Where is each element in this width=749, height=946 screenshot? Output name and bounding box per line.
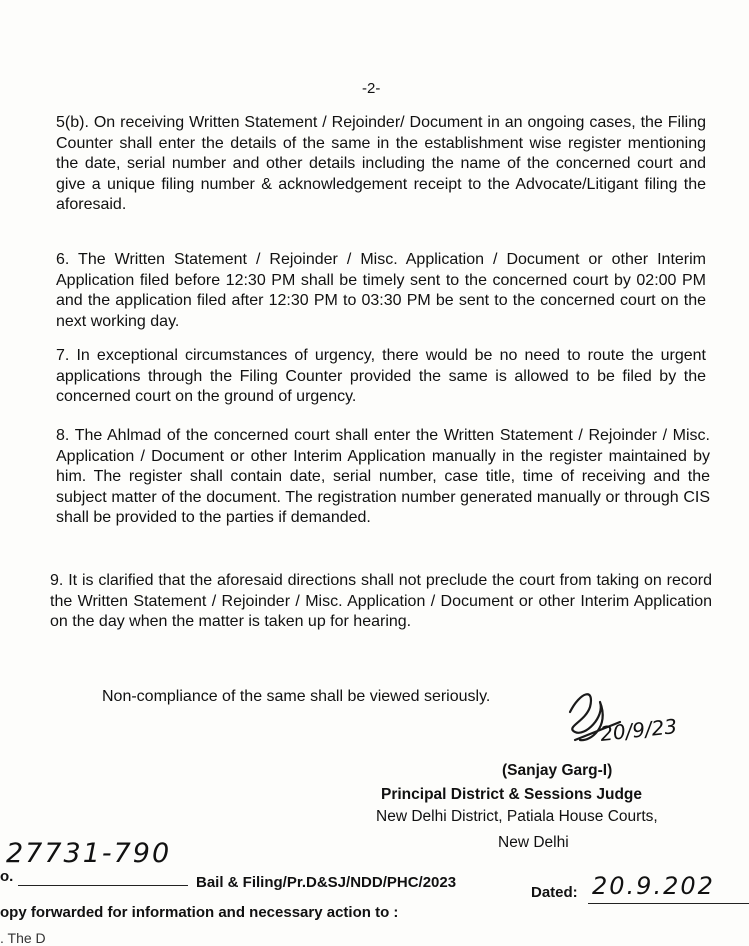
paragraph-8: 8. The Ahlmad of the concerned court shall enter the Written Statement / Rejoinder / Misc. Application / Document or other Interim Application manually in the register maintained by him. The register shall contain date, serial number, case title, time of receiving and the subject matter of the document. The registration number generated manually or through CIS shall be provided to the parties if demanded. <box>56 427 710 526</box>
handwritten-dated: 20.9.202 <box>592 872 715 900</box>
paragraph-7: 7. In exceptional circumstances of urgency, there would be no need to route the urgent applications through the Filing Counter provided the same is allowed to be filed by the concerned court on the ground of urgency. <box>56 347 706 405</box>
dated-label: Dated: <box>531 884 578 901</box>
paragraph-9: 9. It is clarified that the aforesaid directions shall not preclude the court from taking on record the Written Statement / Rejoinder / Misc. Application / Document or other Interim Application on the day when the matter is taken up for hearing. <box>50 572 712 630</box>
paragraph-6: 6. The Written Statement / Rejoinder / Misc. Application / Document or other Interim Application filed before 12:30 PM shall be timely sent to the concerned court by 02:00 PM and the application filed after 12:30 PM to 03:30 PM be sent to the concerned court on the next working day. <box>56 251 706 330</box>
signatory-office: New Delhi District, Patiala House Courts, <box>376 808 658 825</box>
handwritten-dispatch-number: 27731-790 <box>6 838 172 869</box>
signatory-name: (Sanjay Garg-I) <box>502 762 613 779</box>
dated-underline <box>588 903 749 904</box>
page-number: -2- <box>362 80 381 97</box>
signatory-designation: Principal District & Sessions Judge <box>381 786 642 803</box>
signature-date: 20/9/23 <box>598 714 679 746</box>
non-compliance-note: Non-compliance of the same shall be viewed seriously. <box>102 688 491 705</box>
reference-number: Bail & Filing/Pr.D&SJ/NDD/PHC/2023 <box>196 874 457 891</box>
copy-forwarded-line: opy forwarded for information and necessary action to : <box>0 904 399 921</box>
cut-off-line: . The D <box>0 930 46 946</box>
signatory-city: New Delhi <box>498 834 569 851</box>
paragraph-5b: 5(b). On receiving Written Statement / Rejoinder/ Document in an ongoing cases, the Filing Counter shall enter the details of the same in the establishment wise register mentioning the date, serial number and other details including the name of the concerned court and give a unique filing number & acknowledgement receipt to the Advocate/Litigant filing the aforesaid. <box>56 114 706 213</box>
number-label: o. <box>0 868 14 885</box>
number-underline <box>18 885 188 886</box>
